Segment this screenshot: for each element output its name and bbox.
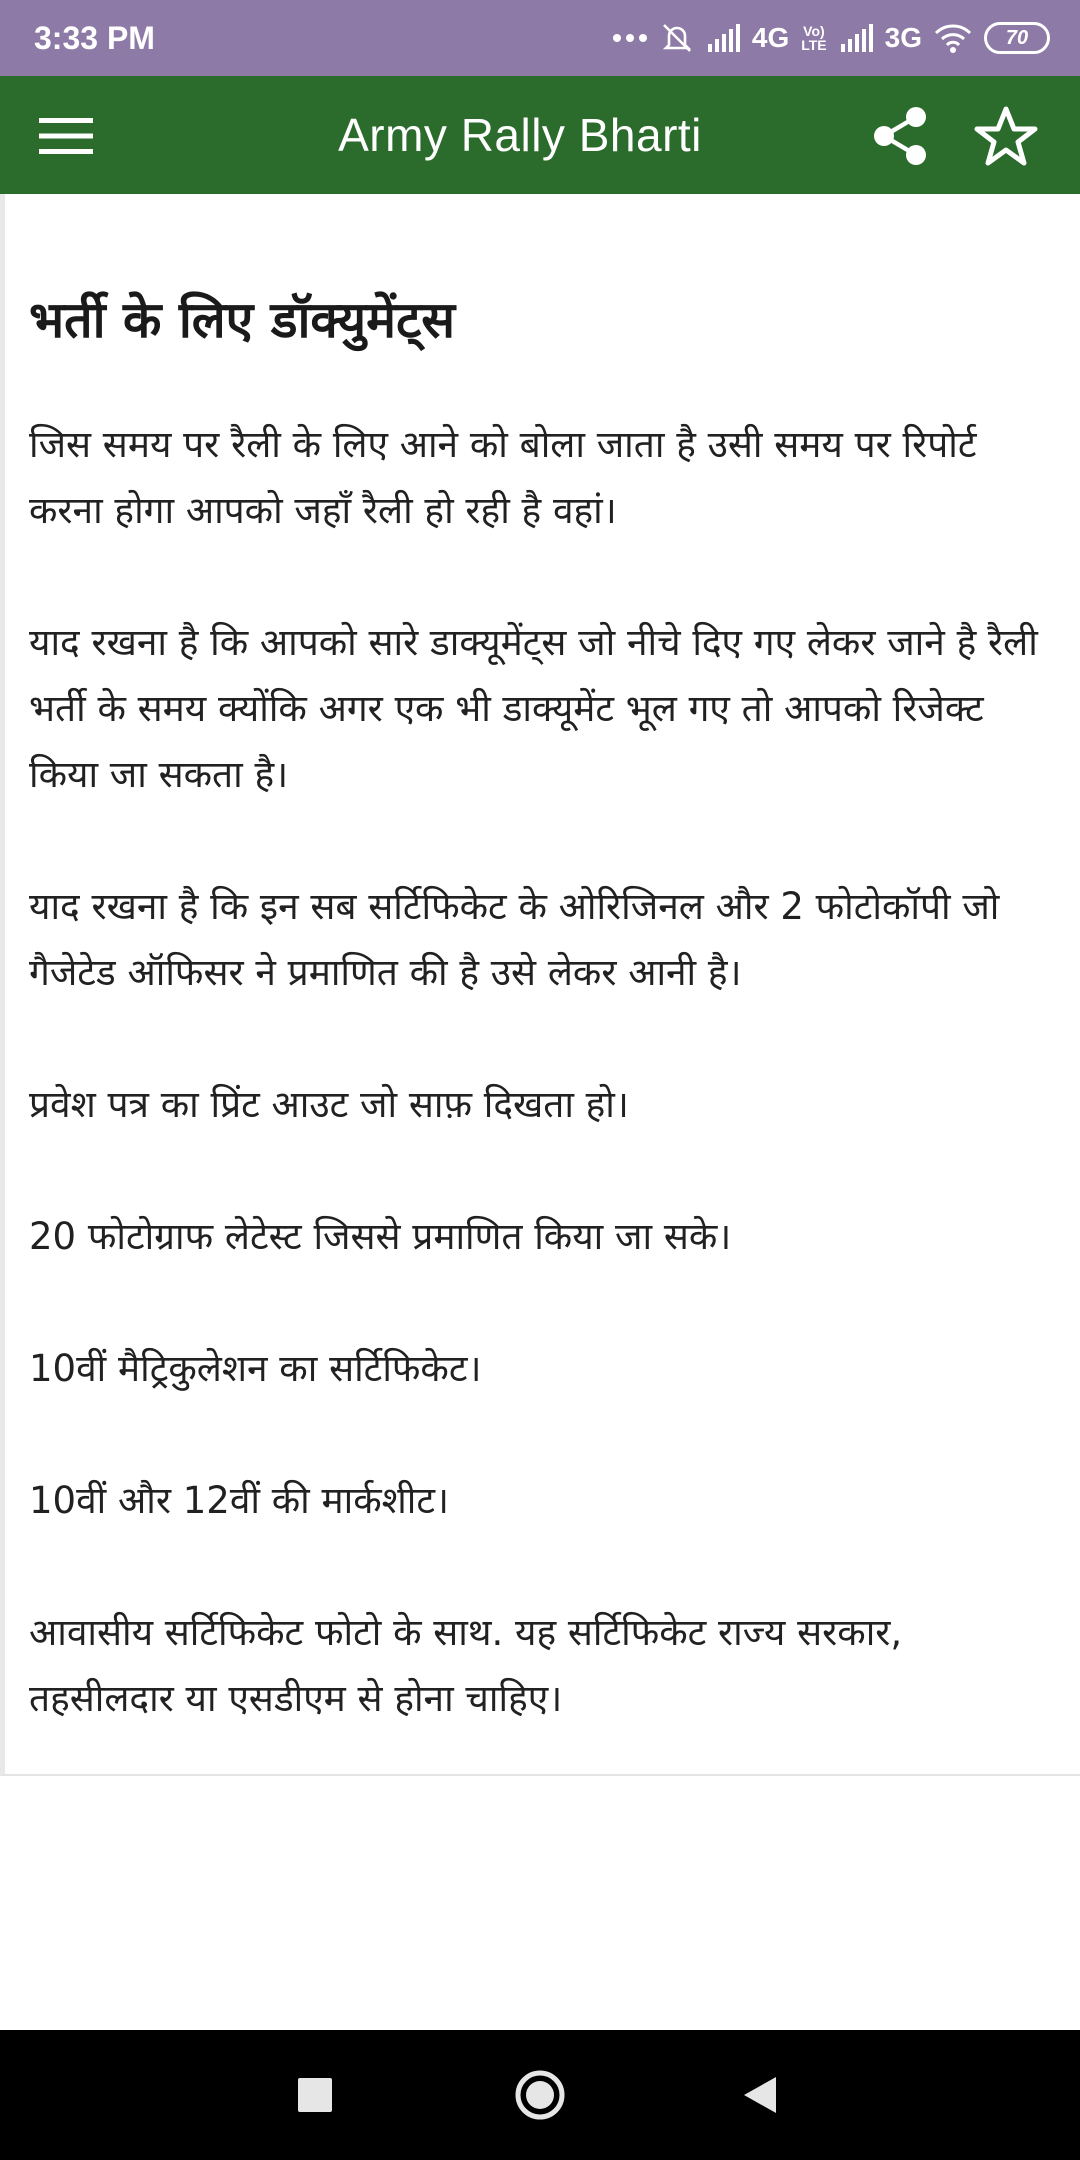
- article-paragraph: जिस समय पर रैली के लिए आने को बोला जाता है उसी समय पर रिपोर्ट करना होगा आपको जहाँ रैली हो रही है वहां।: [29, 423, 977, 532]
- article-paragraph: याद रखना है कि इन सब सर्टिफिकेट के ओरिजिनल और 2 फोटोकॉपी जो गैजेटेड ऑफिसर ने प्रमाणित की है उसे लेकर आनी है।: [29, 885, 1000, 994]
- article-paragraph: 10वीं और 12वीं की मार्कशीट।: [29, 1479, 450, 1522]
- article-content: [0, 194, 1080, 1776]
- recent-apps-button[interactable]: [285, 2065, 345, 2125]
- volte-badge: [801, 24, 826, 52]
- article-paragraph: 10वीं मैट्रिकुलेशन का सर्टिफिकेट।: [29, 1347, 482, 1390]
- status-icons: [612, 21, 1050, 55]
- article-paragraph: आवासीय सर्टिफिकेट फोटो के साथ. यह सर्टिफिकेट राज्य सरकार, तहसीलदार या एसडीएम से होना चाहिए।: [29, 1611, 903, 1720]
- volte-top: Vo): [803, 23, 825, 39]
- signal-icon: [706, 24, 740, 52]
- menu-button[interactable]: [38, 108, 94, 164]
- system-nav-bar: [0, 2030, 1080, 2160]
- status-bar: [0, 0, 1080, 76]
- star-icon: [974, 105, 1038, 167]
- more-dots-icon: [612, 33, 648, 43]
- app-bar: [0, 76, 1080, 194]
- network-type-1: 4G: [751, 22, 790, 53]
- back-icon: [742, 2075, 778, 2115]
- share-icon: [872, 106, 928, 166]
- status-time: 3:33 PM: [34, 19, 155, 56]
- app-title: Army Rally Bharti: [338, 109, 702, 161]
- home-icon: [513, 2068, 567, 2122]
- recent-apps-icon: [298, 2078, 332, 2112]
- back-button[interactable]: [730, 2065, 790, 2125]
- article-paragraph: 20 फोटोग्राफ लेटेस्ट जिससे प्रमाणित किया जा सके।: [29, 1215, 732, 1258]
- menu-icon: [39, 118, 93, 154]
- network-type-2: 3G: [884, 22, 922, 53]
- signal-icon: [839, 24, 873, 52]
- article-heading: भर्ती के लिए डॉक्युमेंट्स: [29, 291, 456, 349]
- share-button[interactable]: [866, 102, 934, 170]
- article-paragraph: याद रखना है कि आपको सारे डाक्यूमेंट्स जो नीचे दिए गए लेकर जाने है रैली भर्ती के समय क्योंकि अगर एक भी डाक्यूमेंट भूल गए तो आपको रिजेक्ट किया जा सकता है।: [29, 621, 1038, 796]
- favorite-button[interactable]: [970, 102, 1042, 170]
- mute-icon: [660, 21, 694, 55]
- battery-icon: 70: [984, 22, 1050, 54]
- wifi-icon: [934, 23, 972, 53]
- home-button[interactable]: [510, 2065, 570, 2125]
- article-paragraph: प्रवेश पत्र का प्रिंट आउट जो साफ़ दिखता हो।: [29, 1083, 629, 1126]
- volte-bottom: LTE: [801, 37, 827, 53]
